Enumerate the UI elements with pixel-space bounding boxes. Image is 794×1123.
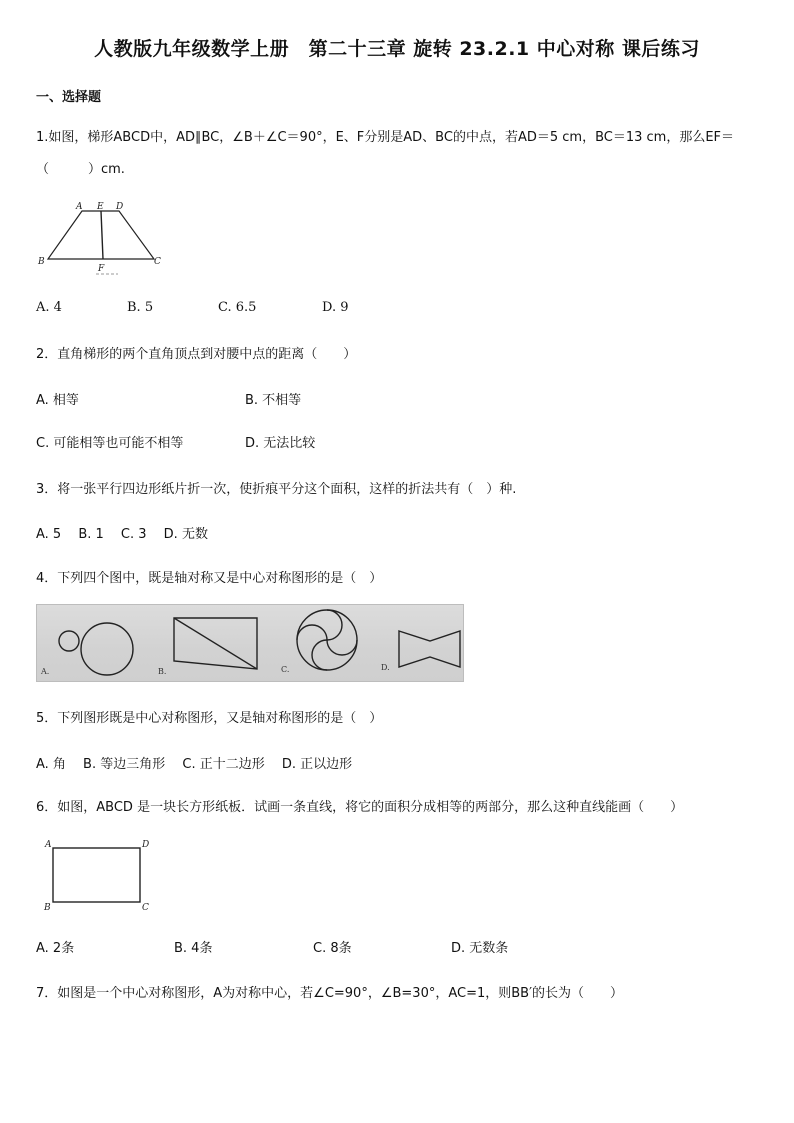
label-a: A	[45, 840, 52, 850]
label-b: B	[38, 257, 45, 267]
question-7-text: 7．如图是一个中心对称图形，A为对称中心，若∠C=90°，∠B=30°，AC=1，则BB′的长为（ ）	[36, 986, 624, 1001]
q4-figures	[37, 605, 465, 683]
q1-option-b: B. 5	[127, 300, 154, 315]
q2-option-a: A. 相等	[36, 393, 79, 408]
label-f: F	[98, 264, 105, 274]
question-5-text: 5．下列图形既是中心对称图形，又是轴对称图形的是（ ）	[36, 711, 383, 726]
label-d: D	[116, 202, 124, 212]
q2-option-c: C. 可能相等也可能不相等	[36, 436, 184, 451]
q6-option-d: D. 无数条	[451, 941, 509, 956]
q4-label-b: B.	[158, 667, 167, 676]
figure-d-bowtie	[399, 631, 460, 667]
label-b: B	[44, 903, 51, 913]
question-1-text: 1.如图，梯形ABCD中，AD∥BC，∠B＋∠C＝90°，E、F分别是AD、BC的中点，若AD＝5 cm，BC＝13 cm，那么EF＝	[36, 130, 735, 145]
question-6-text: 6．如图，ABCD 是一块长方形纸板．试画一条直线，将它的面积分成相等的两部分，那么这种直线能画（ ）	[36, 800, 684, 815]
question-3-text: 3．将一张平行四边形纸片折一次，使折痕平分这个面积，这样的折法共有（ ）种.	[36, 482, 517, 497]
label-a: A	[76, 202, 83, 212]
page-title: 人教版九年级数学上册 第二十三章 旋转 23.2.1 中心对称 课后练习	[94, 38, 700, 60]
q1-option-c: C. 6.5	[218, 300, 257, 315]
rectangle-figure	[40, 836, 160, 916]
q4-label-d: D.	[381, 663, 390, 672]
figure-a-large-circle	[81, 623, 133, 675]
question-2-text: 2．直角梯形的两个直角顶点到对腰中点的距离（ ）	[36, 347, 357, 362]
rectangle-abcd	[53, 848, 140, 902]
label-c: C	[154, 257, 161, 267]
q3-options: A. 5 B. 1 C. 3 D. 无数	[36, 527, 208, 542]
question-1-blank: （ ）cm.	[36, 162, 125, 177]
q4-label-c: C.	[281, 665, 290, 674]
segment-ef	[101, 211, 103, 259]
q2-option-d: D. 无法比较	[245, 436, 316, 451]
q6-option-b: B. 4条	[174, 941, 213, 956]
q4-label-a: A.	[41, 667, 50, 676]
trapezoid-figure	[36, 198, 166, 280]
q2-option-b: B. 不相等	[245, 393, 302, 408]
q1-option-d: D. 9	[322, 300, 349, 315]
label-c: C	[142, 903, 149, 913]
question-4-text: 4．下列四个图中，既是轴对称又是中心对称图形的是（ ）	[36, 571, 383, 586]
section-heading: 一、选择题	[36, 90, 102, 105]
label-d: D	[142, 840, 150, 850]
q1-option-a: A. 4	[36, 300, 62, 315]
figure-b-rectangle	[174, 618, 257, 669]
label-e: E	[97, 202, 104, 212]
q5-options: A. 角 B. 等边三角形 C. 正十二边形 D. 正以边形	[36, 757, 353, 772]
figure-c-swirl-circle	[297, 610, 357, 670]
q6-option-a: A. 2条	[36, 941, 75, 956]
figure-a-small-circle	[59, 631, 79, 651]
q4-figures-photo	[36, 604, 464, 682]
q6-option-c: C. 8条	[313, 941, 352, 956]
